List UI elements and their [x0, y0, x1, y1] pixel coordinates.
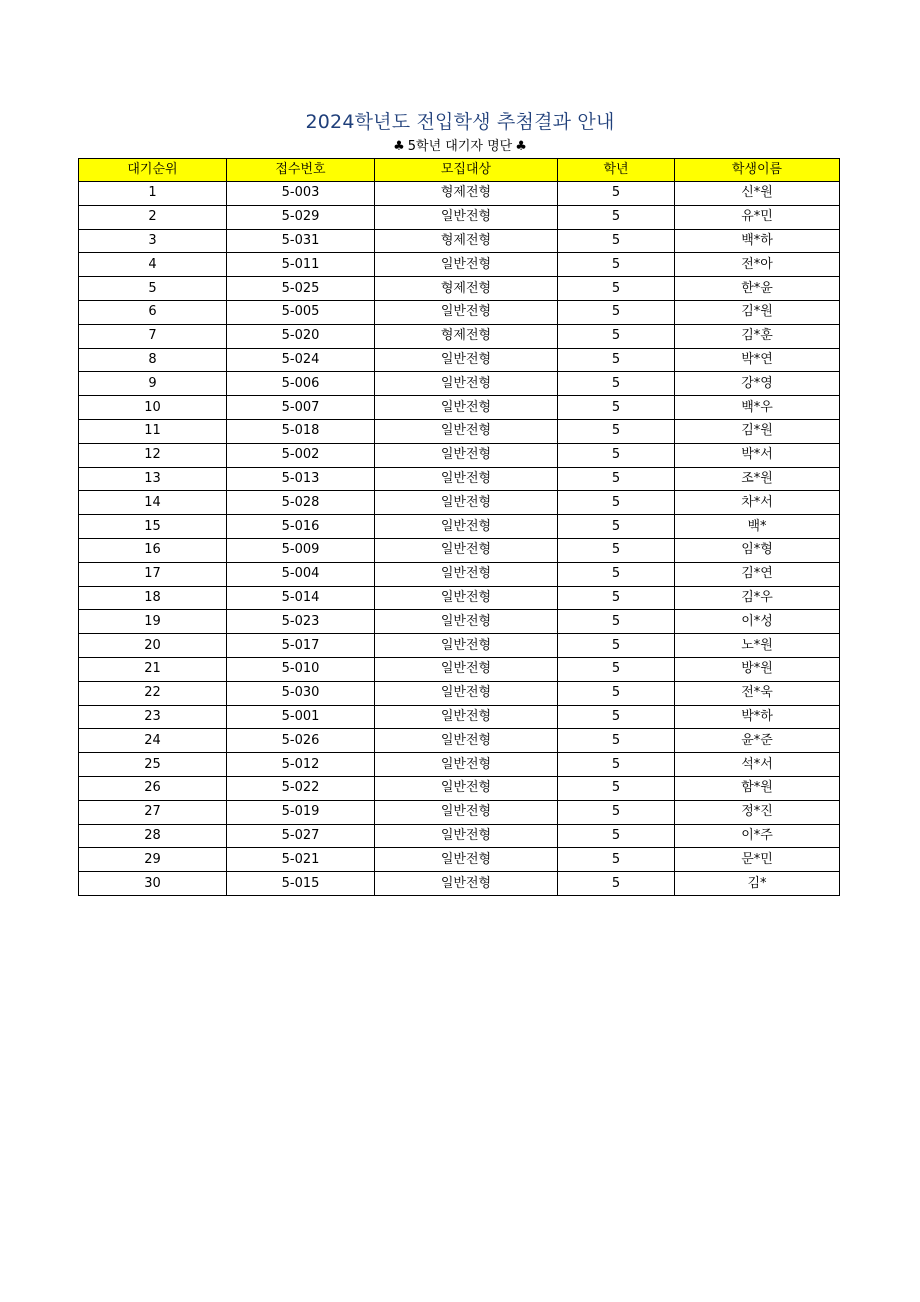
cell-grade: 5 [558, 634, 675, 658]
column-header-grade: 학년 [558, 159, 675, 182]
cell-rank: 3 [79, 229, 227, 253]
cell-rank: 15 [79, 515, 227, 539]
cell-student-name: 백*우 [675, 396, 840, 420]
cell-grade: 5 [558, 515, 675, 539]
cell-application-number: 5-019 [227, 800, 375, 824]
cell-admission-type: 일반전형 [375, 634, 558, 658]
table-row [79, 586, 840, 610]
cell-grade: 5 [558, 229, 675, 253]
cell-student-name: 김*연 [675, 562, 840, 586]
cell-application-number: 5-026 [227, 729, 375, 753]
cell-grade: 5 [558, 419, 675, 443]
cell-application-number: 5-024 [227, 348, 375, 372]
table-row [79, 229, 840, 253]
table-header-row [79, 159, 840, 182]
cell-grade: 5 [558, 776, 675, 800]
cell-application-number: 5-025 [227, 277, 375, 301]
table-row [79, 848, 840, 872]
club-symbol-left: ♣ [393, 139, 405, 154]
subtitle-text: 5학년 대기자 명단 [407, 139, 513, 154]
cell-grade: 5 [558, 538, 675, 562]
cell-admission-type: 일반전형 [375, 372, 558, 396]
cell-student-name: 박*연 [675, 348, 840, 372]
cell-grade: 5 [558, 348, 675, 372]
cell-grade: 5 [558, 182, 675, 206]
cell-application-number: 5-002 [227, 443, 375, 467]
table-row [79, 324, 840, 348]
table-row [79, 824, 840, 848]
cell-rank: 25 [79, 753, 227, 777]
cell-application-number: 5-009 [227, 538, 375, 562]
cell-grade: 5 [558, 467, 675, 491]
table-row [79, 681, 840, 705]
cell-application-number: 5-023 [227, 610, 375, 634]
cell-application-number: 5-007 [227, 396, 375, 420]
cell-student-name: 신*원 [675, 182, 840, 206]
cell-student-name: 문*민 [675, 848, 840, 872]
cell-admission-type: 일반전형 [375, 491, 558, 515]
cell-admission-type: 일반전형 [375, 348, 558, 372]
table-row [79, 372, 840, 396]
cell-student-name: 임*형 [675, 538, 840, 562]
cell-admission-type: 일반전형 [375, 776, 558, 800]
cell-student-name: 이*성 [675, 610, 840, 634]
cell-student-name: 백*하 [675, 229, 840, 253]
cell-rank: 7 [79, 324, 227, 348]
cell-rank: 6 [79, 300, 227, 324]
cell-rank: 10 [79, 396, 227, 420]
cell-admission-type: 일반전형 [375, 800, 558, 824]
cell-application-number: 5-004 [227, 562, 375, 586]
cell-admission-type: 일반전형 [375, 538, 558, 562]
table-row [79, 396, 840, 420]
cell-admission-type: 일반전형 [375, 753, 558, 777]
table-row [79, 538, 840, 562]
cell-application-number: 5-005 [227, 300, 375, 324]
cell-rank: 1 [79, 182, 227, 206]
cell-student-name: 유*민 [675, 205, 840, 229]
cell-admission-type: 형제전형 [375, 182, 558, 206]
cell-admission-type: 일반전형 [375, 467, 558, 491]
cell-grade: 5 [558, 324, 675, 348]
cell-grade: 5 [558, 277, 675, 301]
cell-rank: 17 [79, 562, 227, 586]
cell-rank: 30 [79, 872, 227, 896]
table-row [79, 277, 840, 301]
cell-application-number: 5-013 [227, 467, 375, 491]
cell-student-name: 전*욱 [675, 681, 840, 705]
cell-student-name: 윤*준 [675, 729, 840, 753]
cell-student-name: 차*서 [675, 491, 840, 515]
page-subtitle [0, 137, 920, 157]
cell-admission-type: 일반전형 [375, 610, 558, 634]
cell-application-number: 5-028 [227, 491, 375, 515]
cell-rank: 11 [79, 419, 227, 443]
cell-grade: 5 [558, 729, 675, 753]
cell-application-number: 5-003 [227, 182, 375, 206]
table-row [79, 253, 840, 277]
cell-grade: 5 [558, 443, 675, 467]
table-body [79, 182, 840, 896]
cell-rank: 26 [79, 776, 227, 800]
cell-application-number: 5-001 [227, 705, 375, 729]
cell-student-name: 백* [675, 515, 840, 539]
cell-grade: 5 [558, 491, 675, 515]
cell-student-name: 강*영 [675, 372, 840, 396]
column-header-admission-type: 모집대상 [375, 159, 558, 182]
column-header-student-name: 학생이름 [675, 159, 840, 182]
cell-application-number: 5-021 [227, 848, 375, 872]
cell-rank: 29 [79, 848, 227, 872]
cell-admission-type: 일반전형 [375, 657, 558, 681]
cell-rank: 16 [79, 538, 227, 562]
cell-student-name: 함*원 [675, 776, 840, 800]
cell-admission-type: 일반전형 [375, 705, 558, 729]
cell-admission-type: 일반전형 [375, 515, 558, 539]
cell-grade: 5 [558, 657, 675, 681]
cell-rank: 21 [79, 657, 227, 681]
cell-admission-type: 일반전형 [375, 562, 558, 586]
cell-student-name: 박*서 [675, 443, 840, 467]
page-title: 2024학년도 전입학생 추첨결과 안내 [305, 111, 615, 133]
cell-admission-type: 일반전형 [375, 824, 558, 848]
cell-student-name: 이*주 [675, 824, 840, 848]
cell-admission-type: 형제전형 [375, 229, 558, 253]
cell-rank: 4 [79, 253, 227, 277]
cell-rank: 24 [79, 729, 227, 753]
table-row [79, 657, 840, 681]
table-row [79, 348, 840, 372]
table-row [79, 515, 840, 539]
cell-admission-type: 형제전형 [375, 277, 558, 301]
cell-application-number: 5-031 [227, 229, 375, 253]
cell-student-name: 한*윤 [675, 277, 840, 301]
table-row [79, 705, 840, 729]
cell-admission-type: 일반전형 [375, 729, 558, 753]
table-row [79, 467, 840, 491]
table-row [79, 753, 840, 777]
table-row [79, 205, 840, 229]
table-row [79, 872, 840, 896]
cell-student-name: 노*원 [675, 634, 840, 658]
column-header-application-number: 접수번호 [227, 159, 375, 182]
table-row [79, 491, 840, 515]
column-header-rank: 대기순위 [79, 159, 227, 182]
cell-admission-type: 일반전형 [375, 253, 558, 277]
cell-grade: 5 [558, 205, 675, 229]
cell-rank: 19 [79, 610, 227, 634]
club-symbol-right: ♣ [515, 139, 527, 154]
cell-grade: 5 [558, 681, 675, 705]
cell-grade: 5 [558, 800, 675, 824]
cell-application-number: 5-029 [227, 205, 375, 229]
table-row [79, 610, 840, 634]
cell-admission-type: 일반전형 [375, 681, 558, 705]
cell-grade: 5 [558, 872, 675, 896]
cell-application-number: 5-016 [227, 515, 375, 539]
table-row [79, 182, 840, 206]
cell-student-name: 석*서 [675, 753, 840, 777]
cell-rank: 22 [79, 681, 227, 705]
cell-application-number: 5-030 [227, 681, 375, 705]
cell-admission-type: 일반전형 [375, 396, 558, 420]
table-row [79, 776, 840, 800]
cell-rank: 20 [79, 634, 227, 658]
cell-student-name: 김*우 [675, 586, 840, 610]
table-row [79, 443, 840, 467]
cell-grade: 5 [558, 300, 675, 324]
cell-application-number: 5-012 [227, 753, 375, 777]
cell-grade: 5 [558, 848, 675, 872]
cell-application-number: 5-015 [227, 872, 375, 896]
cell-rank: 8 [79, 348, 227, 372]
cell-rank: 28 [79, 824, 227, 848]
cell-student-name: 김*원 [675, 419, 840, 443]
cell-student-name: 전*아 [675, 253, 840, 277]
cell-admission-type: 일반전형 [375, 300, 558, 324]
cell-grade: 5 [558, 753, 675, 777]
cell-grade: 5 [558, 372, 675, 396]
cell-application-number: 5-020 [227, 324, 375, 348]
cell-student-name: 김*훈 [675, 324, 840, 348]
table-row [79, 419, 840, 443]
cell-grade: 5 [558, 610, 675, 634]
cell-rank: 14 [79, 491, 227, 515]
table-row [79, 562, 840, 586]
table-row [79, 800, 840, 824]
cell-application-number: 5-022 [227, 776, 375, 800]
cell-student-name: 방*원 [675, 657, 840, 681]
cell-grade: 5 [558, 824, 675, 848]
cell-admission-type: 일반전형 [375, 586, 558, 610]
cell-grade: 5 [558, 562, 675, 586]
cell-student-name: 김*원 [675, 300, 840, 324]
cell-rank: 5 [79, 277, 227, 301]
cell-admission-type: 일반전형 [375, 443, 558, 467]
cell-rank: 18 [79, 586, 227, 610]
cell-student-name: 김* [675, 872, 840, 896]
cell-rank: 2 [79, 205, 227, 229]
cell-student-name: 박*하 [675, 705, 840, 729]
cell-application-number: 5-011 [227, 253, 375, 277]
cell-rank: 9 [79, 372, 227, 396]
cell-grade: 5 [558, 586, 675, 610]
waitlist-table [78, 158, 840, 896]
table-row [79, 300, 840, 324]
cell-grade: 5 [558, 253, 675, 277]
cell-admission-type: 일반전형 [375, 872, 558, 896]
cell-application-number: 5-018 [227, 419, 375, 443]
cell-application-number: 5-017 [227, 634, 375, 658]
cell-admission-type: 일반전형 [375, 205, 558, 229]
table-row [79, 729, 840, 753]
cell-application-number: 5-027 [227, 824, 375, 848]
cell-rank: 23 [79, 705, 227, 729]
cell-admission-type: 형제전형 [375, 324, 558, 348]
cell-application-number: 5-006 [227, 372, 375, 396]
cell-grade: 5 [558, 396, 675, 420]
cell-student-name: 조*원 [675, 467, 840, 491]
cell-rank: 12 [79, 443, 227, 467]
cell-student-name: 정*진 [675, 800, 840, 824]
cell-application-number: 5-014 [227, 586, 375, 610]
cell-grade: 5 [558, 705, 675, 729]
cell-rank: 13 [79, 467, 227, 491]
cell-admission-type: 일반전형 [375, 419, 558, 443]
table-row [79, 634, 840, 658]
cell-rank: 27 [79, 800, 227, 824]
cell-application-number: 5-010 [227, 657, 375, 681]
cell-admission-type: 일반전형 [375, 848, 558, 872]
